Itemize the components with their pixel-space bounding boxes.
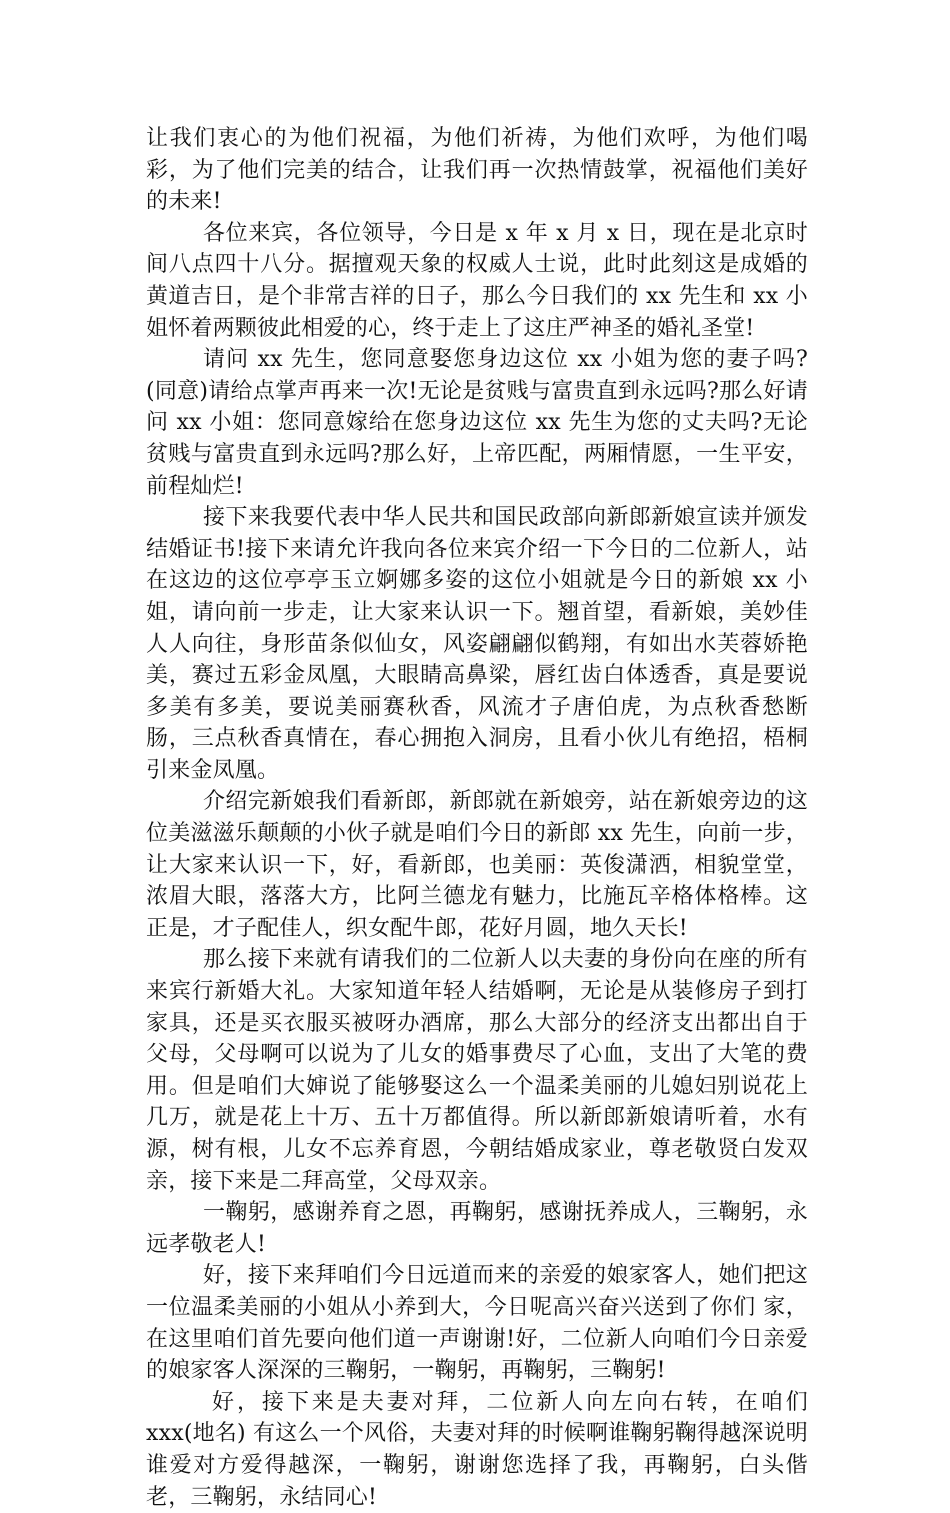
document-body xyxy=(146,123,808,1513)
paragraph-bride-introduction: 接下来我要代表中华人民共和国民政部向新郎新娘宣读并颁发结婚证书!接下来请允许我向各位来宾介绍一下今日的二位新人，站在这边的这位亭亭玉立婀娜多姿的这位小姐就是今日的新娘 xx 小姐，请向前一步走，让大家来认识一下。翘首望，看新娘，美妙佳人人向往，身形苗条似仙女，风姿翩翩似鹤翔，有如出水芙蓉娇艳美，赛过五彩金凤凰，大眼睛高鼻梁，唇红齿白体透香，真是要说多美有多美，要说美丽赛秋香，风流才子唐伯虎，为点秋香愁断肠，三点秋香真情在，春心拥抱入洞房，且看小伙儿有绝招，梧桐引来金凤凰。 xyxy=(146,505,808,783)
paragraph-vows: 请问 xx 先生，您同意娶您身边这位 xx 小姐为您的妻子吗?(同意)请给点掌声再来一次!无论是贫贱与富贵直到永远吗?那么好请问 xx 小姐：您同意嫁给在您身边这位 xx 先生为您的丈夫吗?无论贫贱与富贵直到永远吗?那么好，上帝匹配，两厢情愿，一生平安，前程灿烂! xyxy=(146,347,808,499)
paragraph-three-bows-parents: 一鞠躬，感谢养育之恩，再鞠躬，感谢抚养成人，三鞠躬，永远孝敬老人! xyxy=(146,1200,808,1257)
paragraph-bow-to-parents: 那么接下来就有请我们的二位新人以夫妻的身份向在座的所有来宾行新婚大礼。大家知道年轻人结婚啊，无论是从装修房子到打家具，还是买衣服买被呀办酒席，那么大部分的经济支出都出自于父母，父母啊可以说为了儿女的婚事费尽了心血，支出了大笔的费用。但是咱们大婶说了能够娶这么一个温柔美丽的儿媳妇别说花上几万，就是花上十万、五十万都值得。所以新郎新娘请听着，水有源，树有根，儿女不忘养育恩，今朝结婚成家业，尊老敬贤白发双亲，接下来是二拜高堂，父母双亲。 xyxy=(146,947,808,1194)
paragraph-couple-bow: 好，接下来是夫妻对拜，二位新人向左向右转，在咱们xxx(地名) 有这么一个风俗，夫妻对拜的时候啊谁鞠躬鞠得越深说明谁爱对方爱得越深，一鞠躬，谢谢您选择了我，再鞠躬，白头偕老，三鞠躬，永结同心! xyxy=(146,1389,808,1510)
paragraph-groom-introduction: 介绍完新娘我们看新郎，新郎就在新娘旁，站在新娘旁边的这位美滋滋乐颠颠的小伙子就是咱们今日的新郎 xx 先生，向前一步，让大家来认识一下，好，看新郎，也美丽：英俊潇洒，相貌堂堂，浓眉大眼，落落大方，比阿兰德龙有魅力，比施瓦辛格体格棒。这正是，才子配佳人，织女配牛郎，花好月圆，地久天长! xyxy=(146,789,808,941)
paragraph-bow-to-bride-family: 好，接下来拜咱们今日远道而来的亲爱的娘家客人，她们把这一位温柔美丽的小姐从小养到大，今日呢高兴奋兴送到了你们 家，在这里咱们首先要向他们道一声谢谢!好，二位新人向咱们今日亲爱的娘家客人深深的三鞠躬，一鞠躬，再鞠躬，三鞠躬! xyxy=(146,1263,808,1384)
paragraph-blessing: 让我们衷心的为他们祝福，为他们祈祷，为他们欢呼，为他们喝彩，为了他们完美的结合，让我们再一次热情鼓掌，祝福他们美好的未来! xyxy=(146,126,808,215)
paragraph-date-announcement: 各位来宾，各位领导，今日是 x 年 x 月 x 日，现在是北京时间八点四十八分。据擅观天象的权威人士说，此时此刻这是成婚的黄道吉日，是个非常吉祥的日子，那么今日我们的 xx 先生和 xx 小姐怀着两颗彼此相爱的心，终于走上了这庄严神圣的婚礼圣堂! xyxy=(146,220,808,341)
